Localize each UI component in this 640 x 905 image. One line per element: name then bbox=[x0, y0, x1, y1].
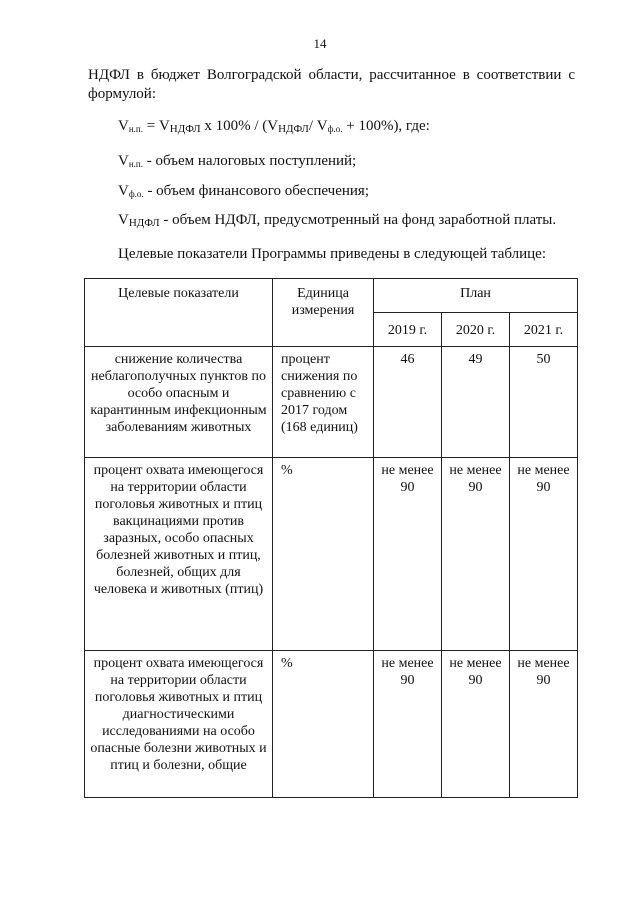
definition-v: V bbox=[118, 183, 129, 199]
definition-sub: НДФЛ bbox=[128, 217, 160, 229]
table-title: Целевые показатели Программы приведены в следующей таблице: bbox=[118, 246, 547, 262]
intro-paragraph: НДФЛ в бюджет Волгоградской области, рассчитанное в соответствии с формулой: bbox=[88, 67, 575, 102]
cell-unit: % bbox=[273, 458, 374, 651]
formula-v: V bbox=[158, 118, 170, 134]
targets-table bbox=[84, 278, 578, 798]
formula-sub-fo: ф.о. bbox=[327, 124, 343, 134]
definition-text: - объем НДФЛ, предусмотренный на фонд заработной платы. bbox=[159, 212, 557, 228]
formula-v: V bbox=[267, 118, 279, 134]
definition-v: V bbox=[118, 212, 129, 228]
table-row bbox=[85, 651, 578, 798]
cell-unit: % bbox=[273, 651, 374, 798]
definition-text: - объем финансового обеспечения; bbox=[143, 183, 369, 199]
cell-indicator: процент охвата имеющегося на территории области поголовья животных и птиц диагностическими исследованиями на особо опасные болезни животных и птиц и болезни, общие bbox=[85, 651, 273, 798]
table-row bbox=[85, 458, 578, 651]
definition-sub: ф.о. bbox=[128, 189, 144, 199]
cell-value-2020: не менее 90 bbox=[442, 458, 510, 651]
table-header-row bbox=[85, 279, 578, 313]
header-unit: Единица измерения bbox=[273, 279, 374, 347]
formula bbox=[118, 117, 430, 139]
definition-sub: н.п. bbox=[128, 159, 143, 169]
cell-unit: процент снижения по сравнению с 2017 годом (168 единиц) bbox=[273, 347, 374, 458]
cell-value-2021: 50 bbox=[510, 347, 578, 458]
formula-plus: + 100%), где: bbox=[342, 118, 430, 134]
formula-x100: x 100% / ( bbox=[200, 118, 268, 134]
definition-fo bbox=[118, 182, 369, 204]
cell-indicator: снижение количества неблагополучных пунктов по особо опасным и карантинным инфекционным заболеваниям животных bbox=[85, 347, 273, 458]
formula-sub-ndfl: НДФЛ bbox=[278, 123, 309, 135]
cell-indicator: процент охвата имеющегося на территории области поголовья животных и птиц вакцинациями против заразных, особо опасных болезней животных и птиц, болезней, общих для человека и животных (птиц) bbox=[85, 458, 273, 651]
definition-v: V bbox=[118, 153, 129, 169]
formula-sub-ndfl: НДФЛ bbox=[169, 123, 201, 135]
page-number: 14 bbox=[313, 36, 327, 51]
table-row bbox=[85, 347, 578, 458]
formula-sub-np: н.п. bbox=[128, 124, 143, 134]
cell-value-2019: не менее 90 bbox=[374, 651, 442, 798]
cell-value-2020: не менее 90 bbox=[442, 651, 510, 798]
header-year-2020: 2020 г. bbox=[442, 313, 510, 347]
formula-eq: = bbox=[142, 118, 159, 134]
cell-value-2021: не менее 90 bbox=[510, 651, 578, 798]
cell-value-2019: не менее 90 bbox=[374, 458, 442, 651]
formula-v: V bbox=[118, 118, 129, 134]
cell-value-2021: не менее 90 bbox=[510, 458, 578, 651]
definition-np bbox=[118, 152, 356, 174]
header-year-2019: 2019 г. bbox=[374, 313, 442, 347]
cell-value-2020: 49 bbox=[442, 347, 510, 458]
formula-slash: / bbox=[308, 118, 317, 134]
header-indicator: Целевые показатели bbox=[85, 279, 273, 347]
definition-text: - объем налоговых поступлений; bbox=[142, 153, 357, 169]
definition-ndfl bbox=[118, 211, 556, 233]
header-plan: План bbox=[374, 279, 578, 313]
formula-v: V bbox=[316, 118, 328, 134]
header-year-2021: 2021 г. bbox=[510, 313, 578, 347]
cell-value-2019: 46 bbox=[374, 347, 442, 458]
